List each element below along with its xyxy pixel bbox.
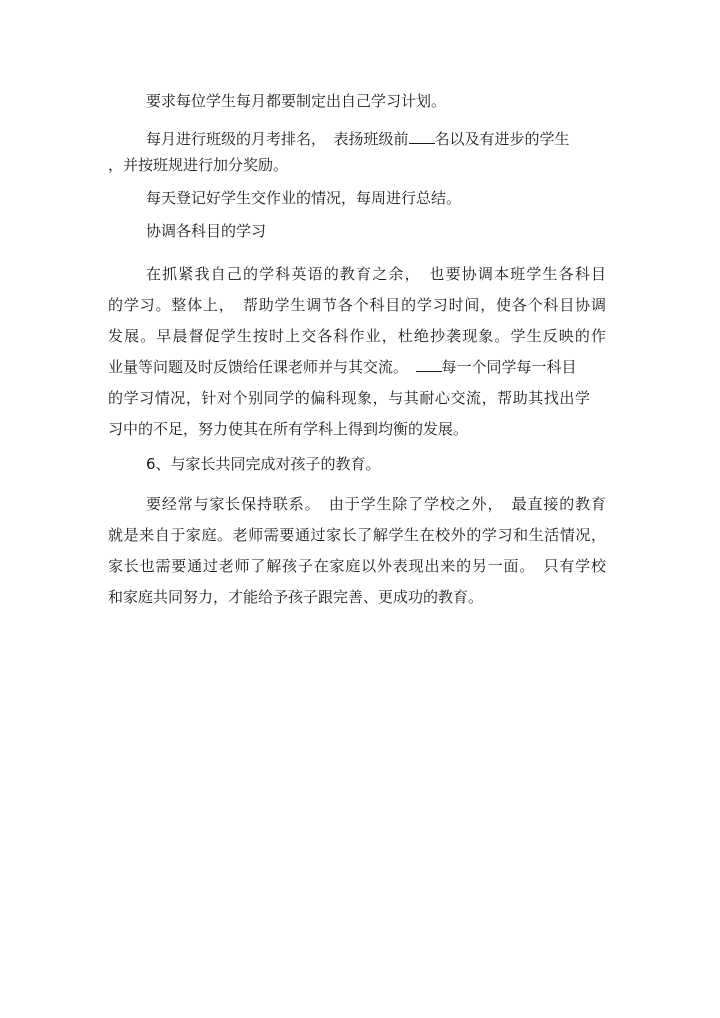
- heading-text: 协调各科目的学习: [146, 222, 267, 240]
- paragraph-subjects-line-3: 发展。早晨督促学生按时上交各科作业，杜绝抄袭现象。学生反映的作: [108, 327, 606, 345]
- section-heading-parents: [146, 454, 381, 474]
- paragraph-ranking-line-2: [108, 155, 288, 175]
- heading-text: 6、与家长共同完成对孩子的教育。: [146, 455, 381, 473]
- paragraph-subjects-line-4: [108, 357, 577, 377]
- paragraph-subjects-line-5: 的学习情况，针对个别同学的偏科现象，与其耐心交流，帮助其找出学: [108, 389, 590, 407]
- paragraph-parents-line-1: 要经常与家长保持联系。 由于学生除了学校之外， 最直接的教育: [146, 495, 606, 513]
- paragraph-text: 每月进行班级的月考排名， 表扬班级前: [146, 130, 409, 148]
- paragraph-parents-line-4: [108, 587, 483, 607]
- fill-blank: [409, 129, 435, 144]
- paragraph-text: 和家庭共同努力，才能给予孩子跟完善、更成功的教育。: [108, 588, 484, 606]
- paragraph-text: 名以及有进步的学生: [434, 130, 570, 148]
- paragraph-text: 业量等问题及时反馈给任课老师并与其交流。: [108, 358, 401, 376]
- paragraph-parents-line-3: 家长也需要通过老师了解孩子在家庭以外表现出来的另一面。 只有学校: [108, 557, 606, 575]
- paragraph-parents-line-2: 就是来自于家庭。老师需要通过家长了解学生在校外的学习和生活情况，: [108, 526, 606, 544]
- paragraph-text: ，并按班规进行加分奖励。: [108, 156, 289, 174]
- section-heading-coordinate: [146, 221, 266, 241]
- paragraph-text: 每一个同学每一科目: [441, 358, 577, 376]
- paragraph-text: 习中的不足，努力使其在所有学科上得到均衡的发展。: [108, 420, 469, 438]
- paragraph-ranking-line-1: [146, 129, 570, 149]
- paragraph-text: 要求每位学生每月都要制定出自己学习计划。: [146, 92, 447, 110]
- paragraph-text: 每天登记好学生交作业的情况，每周进行总结。: [146, 189, 462, 207]
- paragraph-subjects-line-6: [108, 419, 468, 439]
- fill-blank: [416, 357, 442, 372]
- paragraph-subjects-line-1: 在抓紧我自己的学科英语的教育之余， 也要协调本班学生各科目: [146, 265, 606, 283]
- paragraph-subjects-line-2: 的学习。整体上， 帮助学生调节各个科目的学习时间，使各个科目协调: [108, 296, 606, 314]
- paragraph-monthly-plan: [146, 91, 446, 111]
- paragraph-homework: [146, 188, 461, 208]
